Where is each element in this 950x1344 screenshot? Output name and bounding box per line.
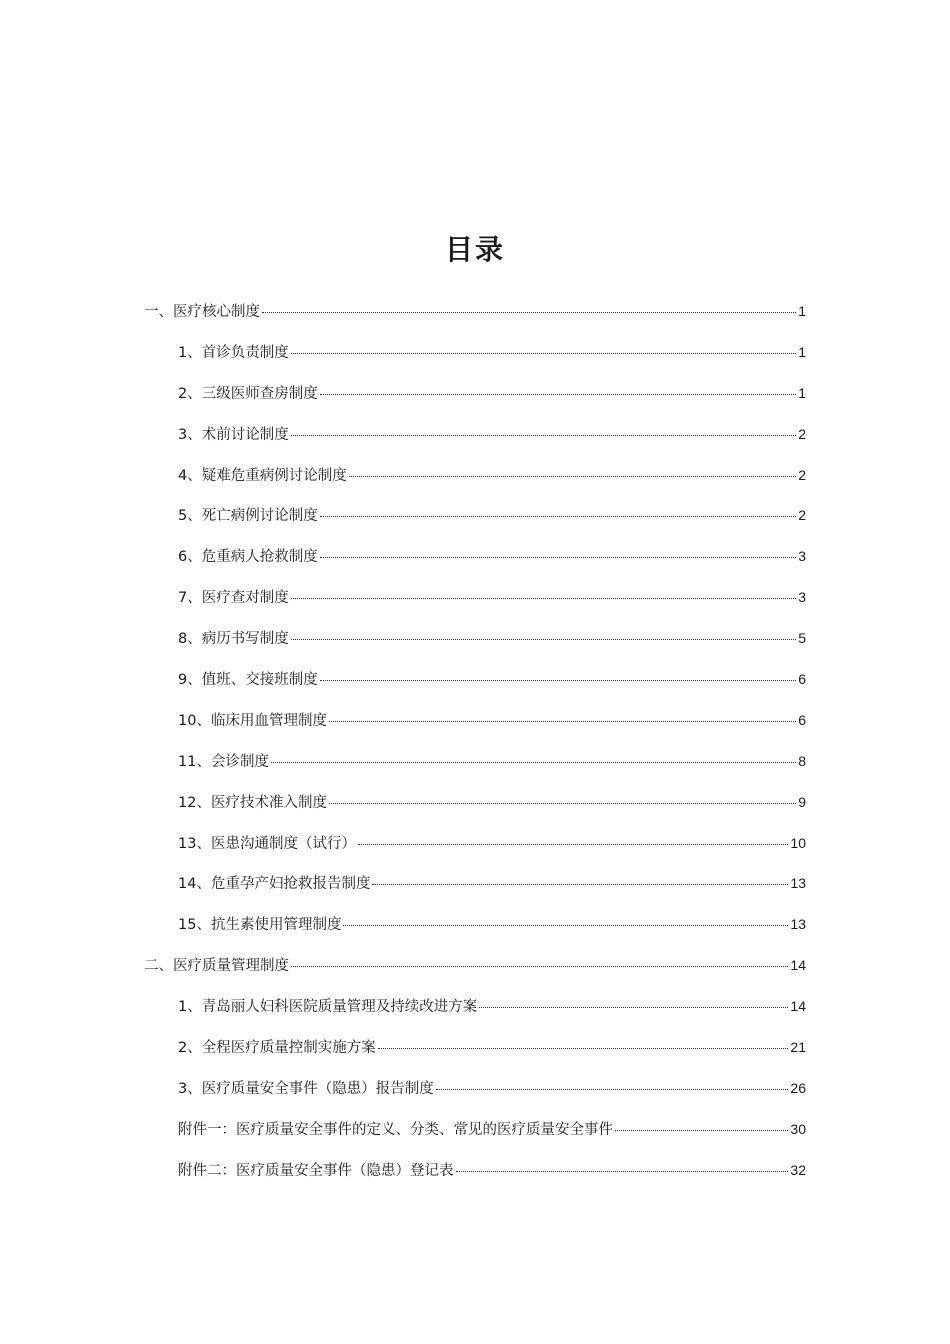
toc-entry-page-number: 14 (790, 957, 806, 974)
toc-entry-label: 二、医疗质量管理制度 (144, 958, 289, 975)
toc-entry[interactable] (144, 618, 806, 659)
toc-dot-leader (358, 844, 788, 845)
toc-entry-label: 3、医疗质量安全事件（隐患）报告制度 (178, 1080, 434, 1097)
page-title: 目录 (444, 233, 505, 266)
toc-dot-leader (291, 598, 796, 599)
toc-entry-label: 1、首诊负责制度 (178, 344, 289, 361)
toc-dot-leader (349, 476, 796, 477)
toc-entry-label: 10、临床用血管理制度 (178, 712, 327, 729)
toc-entry[interactable] (144, 700, 806, 741)
toc-entry-label: 11、会诊制度 (178, 753, 269, 770)
toc-entry-label: 3、术前讨论制度 (178, 426, 289, 443)
toc-entry[interactable] (144, 495, 806, 536)
toc-entry[interactable] (144, 373, 806, 414)
toc-entry-page-number: 13 (790, 875, 806, 892)
toc-entry-page-number: 14 (790, 998, 806, 1015)
toc-entry[interactable] (144, 414, 806, 455)
toc-entry[interactable] (144, 945, 806, 986)
toc-entry-page-number: 8 (798, 752, 806, 769)
toc-entry[interactable] (144, 782, 806, 823)
toc-dot-leader (372, 884, 788, 885)
toc-entry-page-number: 21 (790, 1039, 806, 1056)
toc-dot-leader (479, 1007, 788, 1008)
toc-entry-page-number: 1 (798, 303, 806, 319)
toc-entry[interactable] (144, 659, 806, 700)
toc-entry-label: 附件一：医疗质量安全事件的定义、分类、常见的医疗质量安全事件 (178, 1121, 613, 1138)
toc-entry[interactable] (144, 1068, 806, 1109)
toc-entry-page-number: 30 (790, 1120, 806, 1137)
toc-entry-page-number: 3 (798, 548, 806, 565)
toc-entry-page-number: 3 (798, 589, 806, 606)
toc-entry-label: 15、抗生素使用管理制度 (178, 917, 342, 934)
toc-dot-leader (436, 1089, 789, 1090)
toc-entry[interactable] (144, 332, 806, 373)
toc-entry-page-number: 2 (798, 425, 806, 442)
toc-entry-label: 8、病历书写制度 (178, 631, 289, 648)
toc-dot-leader (343, 925, 788, 926)
toc-entry-label: 13、医患沟通制度（试行） (178, 835, 356, 852)
toc-entry-page-number: 32 (790, 1161, 806, 1178)
toc-entry-page-number: 5 (798, 630, 806, 647)
toc-entry-page-number: 26 (790, 1079, 806, 1096)
toc-entry[interactable] (144, 455, 806, 496)
toc-entry-label: 14、危重孕产妇抢救报告制度 (178, 876, 371, 893)
toc-entry-page-number: 1 (798, 384, 806, 401)
toc-entry-label: 2、三级医师查房制度 (178, 385, 318, 402)
toc-dot-leader (615, 1130, 788, 1131)
toc-entry-page-number: 2 (798, 507, 806, 524)
toc-entry[interactable] (144, 904, 806, 945)
table-of-contents (144, 291, 806, 1191)
toc-entry-label: 一、医疗核心制度 (144, 304, 260, 320)
toc-entry-page-number: 2 (798, 466, 806, 483)
toc-entry[interactable] (144, 863, 806, 904)
toc-dot-leader (291, 435, 796, 436)
toc-dot-leader (291, 353, 796, 354)
toc-entry[interactable] (144, 536, 806, 577)
toc-entry[interactable] (144, 986, 806, 1027)
toc-entry-label: 4、疑难危重病例讨论制度 (178, 467, 347, 484)
toc-entry[interactable] (144, 291, 806, 332)
toc-dot-leader (329, 721, 796, 722)
toc-entry-label: 2、全程医疗质量控制实施方案 (178, 1040, 376, 1057)
toc-dot-leader (378, 1048, 789, 1049)
toc-entry-label: 附件二：医疗质量安全事件（隐患）登记表 (178, 1162, 454, 1179)
toc-dot-leader (320, 680, 796, 681)
toc-entry-label: 12、医疗技术准入制度 (178, 794, 327, 811)
toc-entry-label: 6、危重病人抢救制度 (178, 549, 318, 566)
toc-dot-leader (291, 966, 788, 967)
toc-entry[interactable] (144, 741, 806, 782)
toc-entry-label: 1、青岛丽人妇科医院质量管理及持续改进方案 (178, 999, 478, 1016)
toc-entry[interactable] (144, 1109, 806, 1150)
toc-entry-label: 9、值班、交接班制度 (178, 672, 318, 689)
toc-entry-page-number: 9 (798, 793, 806, 810)
toc-dot-leader (320, 394, 796, 395)
toc-entry-page-number: 6 (798, 671, 806, 688)
toc-dot-leader (329, 803, 796, 804)
toc-dot-leader (271, 762, 796, 763)
toc-dot-leader (320, 516, 796, 517)
toc-dot-leader (456, 1171, 789, 1172)
toc-entry-label: 5、死亡病例讨论制度 (178, 508, 318, 525)
toc-entry-page-number: 10 (790, 834, 806, 851)
toc-entry[interactable] (144, 1027, 806, 1068)
toc-entry[interactable] (144, 1150, 806, 1191)
toc-entry-page-number: 13 (790, 916, 806, 933)
toc-dot-leader (320, 557, 796, 558)
toc-entry-label: 7、医疗查对制度 (178, 590, 289, 607)
toc-dot-leader (291, 639, 796, 640)
toc-dot-leader (262, 312, 796, 313)
toc-entry-page-number: 6 (798, 711, 806, 728)
toc-entry-page-number: 1 (798, 343, 806, 360)
toc-entry[interactable] (144, 577, 806, 618)
toc-entry[interactable] (144, 823, 806, 864)
